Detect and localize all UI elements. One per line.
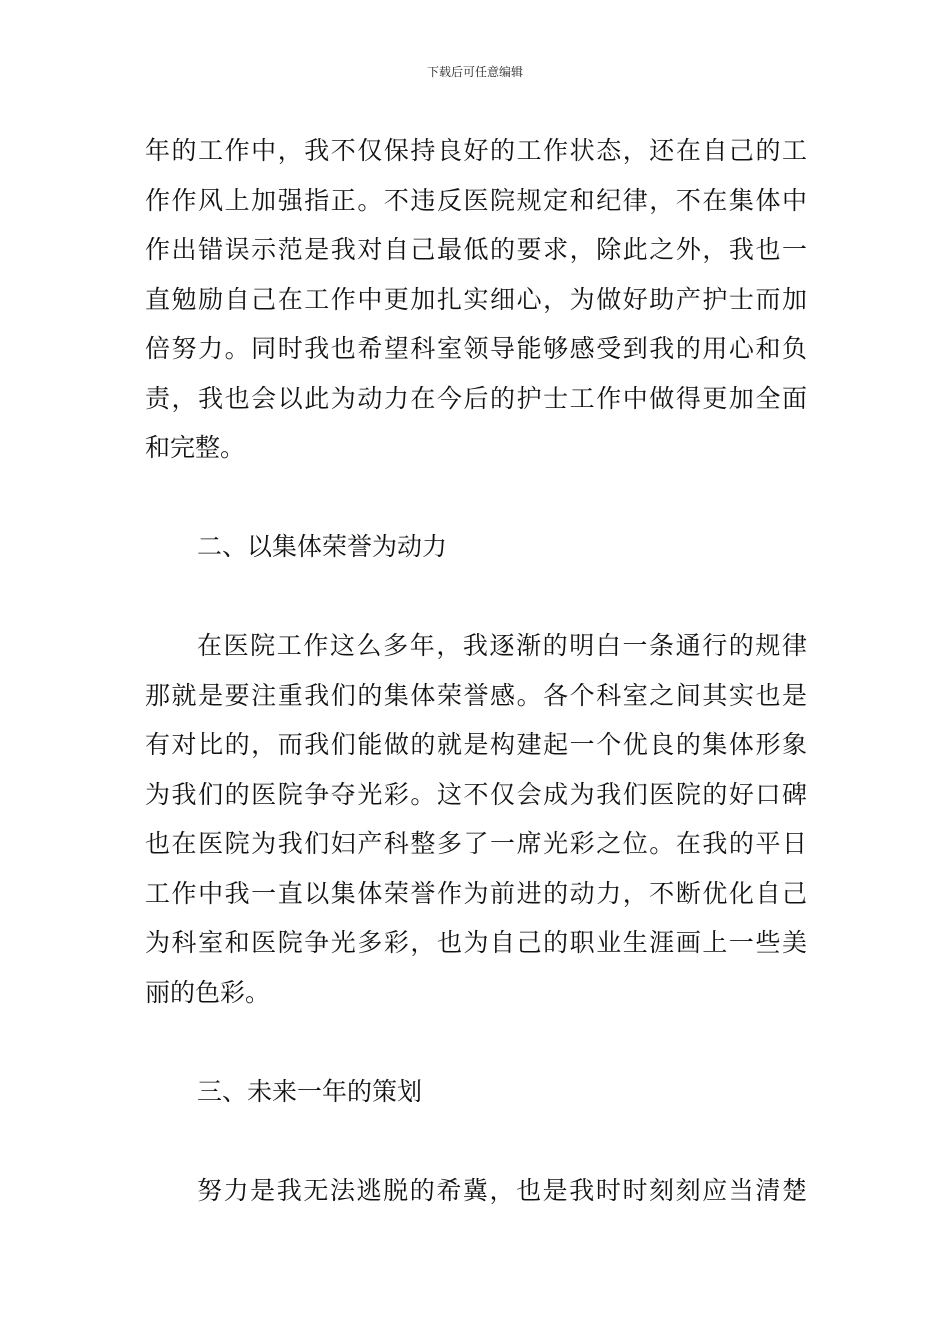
text-line: 倍努力。同时我也希望科室领导能够感受到我的用心和负 xyxy=(145,334,807,363)
paragraph-continued xyxy=(145,126,807,473)
text-line: 年的工作中，我不仅保持良好的工作状态，还在自己的工 xyxy=(145,136,807,165)
section-heading-3: 三、未来一年的策划 xyxy=(197,1076,423,1106)
text-line: 工作中我一直以集体荣誉作为前进的动力，不断优化自己 xyxy=(145,878,807,908)
paragraph-gap xyxy=(145,572,807,622)
section-heading-2: 二、以集体荣誉为动力 xyxy=(197,532,448,561)
document-body xyxy=(145,126,807,1215)
text-line: 为我们的医院争夺光彩。这不仅会成为我们医院的好口碑 xyxy=(145,779,807,809)
text-line: 作作风上加强指正。不违反医院规定和纪律，不在集体中 xyxy=(145,185,807,215)
text-line: 有对比的，而我们能做的就是构建起一个优良的集体形象 xyxy=(145,730,807,759)
paragraph-gap xyxy=(145,473,807,523)
paragraph-collective-honor xyxy=(145,621,807,1017)
paragraph-future-plan xyxy=(145,1166,807,1216)
text-line: 为科室和医院争光多彩，也为自己的职业生涯画上一些美 xyxy=(145,928,807,957)
paragraph-gap xyxy=(145,1116,807,1166)
text-line: 直勉励自己在工作中更加扎实细心，为做好助产护士而加 xyxy=(145,284,807,314)
text-line: 作出错误示范是我对自己最低的要求，除此之外，我也一 xyxy=(145,235,807,264)
text-line: 在医院工作这么多年，我逐渐的明白一条通行的规律 xyxy=(197,631,807,660)
text-line: 那就是要注重我们的集体荣誉感。各个科室之间其实也是 xyxy=(145,680,807,710)
text-line: 责，我也会以此为动力在今后的护士工作中做得更加全面 xyxy=(145,383,807,413)
text-line: 努力是我无法逃脱的希冀，也是我时时刻刻应当清楚 xyxy=(197,1175,807,1205)
text-line: 和完整。 xyxy=(145,433,246,462)
text-line: 丽的色彩。 xyxy=(145,977,271,1007)
page-header: 下载后可任意编辑 xyxy=(426,65,523,79)
text-line: 也在医院为我们妇产科整多了一席光彩之位。在我的平日 xyxy=(145,829,807,858)
paragraph-gap xyxy=(145,1017,807,1067)
